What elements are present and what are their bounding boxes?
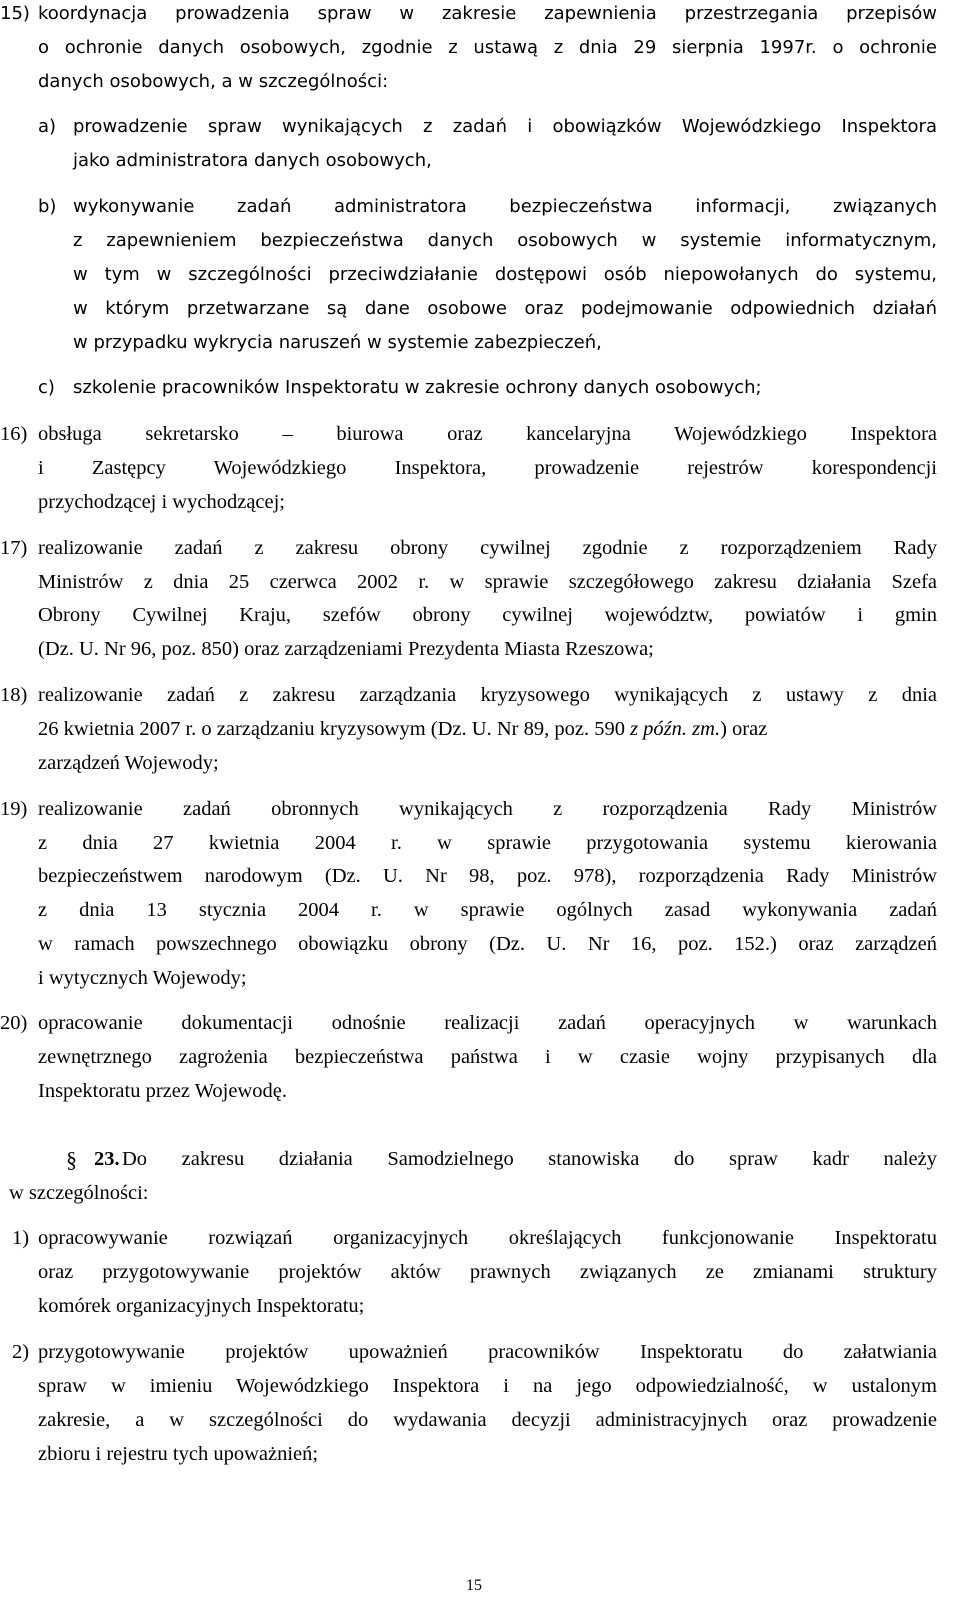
- section-sign: §: [66, 1147, 77, 1172]
- item-number: 20): [0, 1012, 28, 1034]
- item-number: 16): [0, 423, 28, 445]
- s23-item-1-line-2: oraz przygotowywanie projektów aktów prawnych związanych ze zmianami struktury: [38, 1261, 937, 1283]
- item-18-line-2: [38, 719, 937, 740]
- subitem-label: c): [38, 377, 55, 398]
- item-18-abbrev: z późn. zm.: [630, 718, 721, 740]
- item-17-line-2: Ministrów z dnia 25 czerwca 2002 r. w sprawie szczegółowego zakresu działania Szefa: [38, 571, 937, 593]
- subitem-b-line-4: w którym przetwarzane są dane osobowe oraz podejmowanie odpowiednich działań: [73, 298, 937, 319]
- item-19-line-1: realizowanie zadań obronnych wynikających z rozporządzenia Rady Ministrów: [38, 798, 937, 820]
- section-number: 23.: [94, 1148, 120, 1170]
- item-20-line-2: zewnętrznego zagrożenia bezpieczeństwa państwa i w czasie wojny przypisanych dla: [38, 1046, 937, 1068]
- subitem-b-line-3: w tym w szczególności przeciwdziałanie dostępowi osób niepowołanych do systemu,: [73, 264, 937, 285]
- item-15-line-2: o ochronie danych osobowych, zgodnie z ustawą z dnia 29 sierpnia 1997r. o ochronie: [38, 37, 937, 58]
- subitem-b-line-5: w przypadku wykrycia naruszeń w systemie zabezpieczeń,: [73, 332, 602, 353]
- item-17-line-1: realizowanie zadań z zakresu obrony cywilnej zgodnie z rozporządzeniem Rady: [38, 537, 937, 559]
- item-17-line-4: (Dz. U. Nr 96, poz. 850) oraz zarządzeniami Prezydenta Miasta Rzeszowa;: [38, 638, 654, 660]
- item-18-line-2-text: 26 kwietnia 2007 r. o zarządzaniu kryzysowym (Dz. U. Nr 89, poz. 590: [38, 718, 631, 740]
- item-16-line-1: obsługa sekretarsko – biurowa oraz kancelaryjna Wojewódzkiego Inspektora: [38, 423, 937, 445]
- item-20-line-1: opracowanie dokumentacji odnośnie realizacji zadań operacyjnych w warunkach: [38, 1012, 937, 1034]
- item-18-line-2-end: ) oraz: [720, 718, 768, 740]
- subitem-label: b): [38, 196, 57, 217]
- item-number: 18): [0, 684, 28, 706]
- subitem-c-line-1: szkolenie pracowników Inspektoratu w zakresie ochrony danych osobowych;: [73, 377, 762, 398]
- page-number: 15: [466, 1577, 482, 1594]
- item-number: 17): [0, 537, 28, 559]
- s23-item-2-line-2: spraw w imieniu Wojewódzkiego Inspektora i na jego odpowiedzialność, w ustalonym: [38, 1375, 937, 1397]
- item-15-line-1: koordynacja prowadzenia spraw w zakresie zapewnienia przestrzegania przepisów: [38, 3, 937, 24]
- subitem-b-line-2: z zapewnieniem bezpieczeństwa danych osobowych w systemie informatycznym,: [73, 230, 937, 251]
- s23-item-2-line-4: zbioru i rejestru tych upoważnień;: [38, 1443, 319, 1465]
- item-number: 19): [0, 798, 28, 820]
- item-18-line-3: zarządzeń Wojewody;: [38, 752, 219, 774]
- section-23-line-1: Do zakresu działania Samodzielnego stanowiska do spraw kadr należy: [122, 1148, 937, 1170]
- s23-item-2-line-3: zakresie, a w szczególności do wydawania decyzji administracyjnych oraz prowadzenie: [38, 1409, 937, 1431]
- s23-item-1-line-3: komórek organizacyjnych Inspektoratu;: [38, 1295, 365, 1317]
- item-number: 2): [12, 1341, 30, 1363]
- subitem-a-line-2: jako administratora danych osobowych,: [73, 150, 432, 171]
- s23-item-1-line-1: opracowywanie rozwiązań organizacyjnych określających funkcjonowanie Inspektoratu: [38, 1227, 937, 1249]
- item-16-line-2: i Zastępcy Wojewódzkiego Inspektora, prowadzenie rejestrów korespondencji: [38, 457, 937, 479]
- item-number: 15): [0, 3, 30, 24]
- subitem-a-line-1: prowadzenie spraw wynikających z zadań i obowiązków Wojewódzkiego Inspektora: [73, 116, 937, 137]
- item-19-line-3: bezpieczeństwem narodowym (Dz. U. Nr 98, poz. 978), rozporządzenia Rady Ministrów: [38, 865, 937, 887]
- item-19-line-4: z dnia 13 stycznia 2004 r. w sprawie ogólnych zasad wykonywania zadań: [38, 899, 937, 921]
- subitem-label: a): [38, 116, 57, 137]
- item-20-line-3: Inspektoratu przez Wojewodę.: [38, 1080, 288, 1102]
- section-23-line-2: w szczególności:: [9, 1182, 149, 1204]
- item-19-line-2: z dnia 27 kwietnia 2004 r. w sprawie przygotowania systemu kierowania: [38, 832, 937, 854]
- item-16-line-3: przychodzącej i wychodzącej;: [38, 491, 286, 513]
- item-17-line-3: Obrony Cywilnej Kraju, szefów obrony cywilnej województw, powiatów i gmin: [38, 604, 937, 626]
- s23-item-2-line-1: przygotowywanie projektów upoważnień pracowników Inspektoratu do załatwiania: [38, 1341, 937, 1363]
- item-19-line-6: i wytycznych Wojewody;: [38, 967, 247, 989]
- item-15-line-3: danych osobowych, a w szczególności:: [38, 71, 389, 92]
- item-19-line-5: w ramach powszechnego obowiązku obrony (Dz. U. Nr 16, poz. 152.) oraz zarządzeń: [38, 933, 937, 955]
- item-number: 1): [12, 1227, 30, 1249]
- item-18-line-1: realizowanie zadań z zakresu zarządzania kryzysowego wynikających z ustawy z dnia: [38, 684, 937, 706]
- subitem-b-line-1: wykonywanie zadań administratora bezpieczeństwa informacji, związanych: [73, 196, 937, 217]
